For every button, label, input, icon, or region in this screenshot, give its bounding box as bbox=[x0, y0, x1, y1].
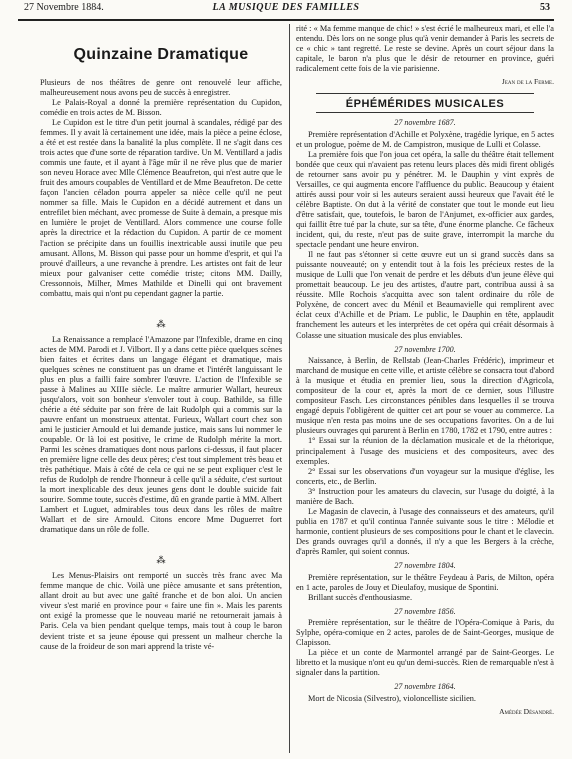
paragraph: Mort de Nicosia (Silvestro), violoncelliste sicilien. bbox=[308, 694, 476, 704]
page-number: 53 bbox=[540, 2, 550, 13]
header-date: 27 Novembre 1884. bbox=[24, 2, 104, 13]
entry-date: 27 novembre 1687. bbox=[394, 118, 456, 128]
right-column bbox=[296, 24, 554, 753]
author-signature: Jean de la Ferme. bbox=[501, 77, 554, 87]
section-separator: ⁂ bbox=[156, 318, 166, 329]
paragraph: Plusieurs de nos théâtres de genre ont renouvelé leur affiche, malheureusement nous avons peu de succès à enregistrer. bbox=[40, 78, 282, 98]
header-title: LA MUSIQUE DES FAMILLES bbox=[212, 2, 360, 13]
entry-date: 27 novembre 1856. bbox=[394, 606, 456, 616]
paragraph: 1° Essai sur la réunion de la déclamation musicale et de la rhétorique, principalement à l'usage des musiciens et des compositeurs, avec des exemples. bbox=[296, 436, 554, 466]
paragraph: La pièce et un conte de Marmontel arrangé par de Saint-Georges. Le libretto et la musique n'ont eu qu'un demi-succès. Rien de remarquable n'est à signaler dans la partition. bbox=[296, 648, 554, 678]
paragraph: La Renaissance a remplacé l'Amazone par l'Infexible, drame en cinq actes de MM. Parodi et J. Vilbort. Il y a dans cette pièce quelques scènes bien faites et écrites dans un langage élégant et dramatique, mais quelques scènes ne constituent pas un drame et l'intérêt languissant le plus en plus a failli faire sombrer l'œuvre. L'action de l'Infexible se passe à Malines au XIIIe siècle. Le maître armurier Wallart, heureux jusqu'alors, voit son bonheur s'envoler tout à coup. Bathilde, sa fille chérie a été séduite par son frère de lait Rudolph qui a commis sur la pauvre enfant un monstrueux attentat. Furieux, Wallart court chez son ami le justicier Arnould et lui demande justice, mais sans lui nommer le coupable. Or là loi est positive, le crime de Rudolph mérite la mort. Parmi les scènes dramatiques dont nous parlons ci-dessus, il faut placer en première ligne celle des deux pères; c'est tout simplement très beau et très pathétique. Mais à côté de cela ce qui ne se peut expliquer c'est le refus de Rudolph de rendre l'honneur à celle qu'il a séduite, c'est surtout la mort inexplicable des deux jeunes gens dont le double suicide fait sourire. Somme toute, succès d'estime, dû en grande partie à MM. Albert Lambert et Luguet, admirables tous deux dans les rôles de maître Wallart et de sire Arnould. Citons encore Mme Duguerret fort dramatique dans un rôle de folle. bbox=[40, 334, 282, 535]
article-heading: Quinzaine Dramatique bbox=[73, 46, 249, 63]
entry-date: 27 novembre 1864. bbox=[394, 682, 456, 692]
section-separator: ⁂ bbox=[156, 555, 166, 566]
paragraph: Première représentation, sur le théâtre de l'Opéra-Comique à Paris, du Sylphe, opéra-comique en 2 actes, paroles de de Saint-Georges, musique de Clapisson. bbox=[296, 618, 554, 648]
author-signature: Amédée Désandré. bbox=[499, 707, 554, 717]
section-rule bbox=[316, 112, 534, 113]
left-column bbox=[40, 24, 282, 753]
paragraph: Naissance, à Berlin, de Rellstab (Jean-Charles Frédéric), imprimeur et marchand de musique en cette ville, et artiste célèbre se consacra tout d'abord à la musique et étudia en premier lieu, sous la direction d'Agricola, compositeur de la cour et, après la mort de ce dernier, sous l'illustre compositeur Fasch. Les circonstances pénibles dans lesquelles il se trouva engagé depuis l'obligèrent de quitter cet art pour se vouer au commerce. La musique n'en resta pas moins une de ses occupations favorites. On a de lui plusieurs ouvrages qui parurent à Berlin en 1780, 1782 et 1790, entre autres : bbox=[296, 356, 554, 436]
column-divider bbox=[289, 24, 290, 753]
entry-date: 27 novembre 1804. bbox=[394, 560, 456, 570]
section-title: ÉPHÉMÉRIDES MUSICALES bbox=[345, 98, 505, 111]
paragraph: Les Menus-Plaisirs ont remporté un succès très franc avec Ma femme manque de chic. Voilà une pièce amusante et sans prétention, allant droit au but avec une gaîté franche et de bon aloi. Un ancien viveur s'est marié en province pour « faire une fin ». Mais les parents ont exigé la promesse que le nouveau marié ne retournerait jamais à Paris. Cela va bien pendant quelque temps, mais tout à coup le baron devient triste et sa jeune épouse qui pressent un malheur cherche la cause de la froideur de son mari apprend la triste vé- bbox=[40, 571, 282, 651]
running-header bbox=[0, 0, 572, 18]
paragraph: 3° Instruction pour les amateurs du clavecin, sur l'usage du doigté, à la manière de Bach. bbox=[296, 486, 554, 506]
paragraph: Première représentation d'Achille et Polyxène, tragédie lyrique, en 5 actes et un prologue, poème de M. de Campistron, musique de Lulli et Colasse. bbox=[296, 129, 554, 149]
paragraph: Il ne faut pas s'étonner si cette œuvre eut un si grand succès dans sa puissante nouveauté; on y entendit tout à la fois les précieux restes de la musique de Lulli que l'on venait de perdre et les débuts d'un jeune élève qui promettait beaucoup. Le jeu des artistes, d'autre part, contribua aussi à sa réussite. Mlle Rochois s'acquitta avec son talent ordinaire du rôle de Polyxène, de concert avec du Ménil et Beaumavielle qui remplirent avec éclat ceux d'Achille et de Priam. Le public, le Dauphin en tête, applaudit franchement les auteurs et les interprètes de cet opéra qui créait désormais à Colasse une situation musicale des plus enviables. bbox=[296, 250, 554, 340]
paragraph: Brillant succès d'enthousiasme. bbox=[308, 592, 413, 602]
paragraph: Le Cupidon est le titre d'un petit journal à scandales, rédigé par des femmes. Il y avait là certainement une idée, mais la pièce a peine éclose, a été et est restée dans la banalité la plus complète. Il ne s'agit dans ces trois actes que d'une sorte de réparation tardive. Un M. Ventillard a jadis commis une faute, et il ayant à l'âge mûr il ne rêve plus que de marier son neveu Horace avec Mlle Clémence Beaufreton, qui n'est autre que le fruit des amours coupables de Ventillard et de Mme Beaufreton. De cette façon l'ancien céladon pourra appeler sa nièce celle qu'il ne peut nommer sa fille. Mais le Cupidon en a décidé autrement et dans un entrefilet bien méchant, avec promesse de Suite à demain, a presque mis en lumière le projet de Ventillard. Alors commence une course folle après la directrice et la rédaction du Cupidon. A partir de ce moment l'action se précipite dans un fouillis inextricable aussi inutile que peu amusant. Allons, M. Bisson qui passe pour un homme d'esprit, et qui l'a prouvé d'ailleurs, a une revanche à prendre. Les artistes ont fait de leur mieux pour galvaniser cette comédie triste; citons MM. Dailly, Cressonnois, Milher, Mmes Mathilde et Dinelli qui ont bravement combattu, mais qui n'ont pu cependant gagner la partie. bbox=[40, 118, 282, 298]
header-rule bbox=[18, 19, 554, 21]
paragraph: Première représentation, sur le théâtre Feydeau à Paris, de Milton, opéra en 1 acte, paroles de Jouy et Dieulafoy, musique de Spontini. bbox=[296, 572, 554, 592]
paragraph: La première fois que l'on joua cet opéra, la salle du théâtre était tellement bondée que ceux qui n'avaient pas retenu leurs places dès midi firent obligés de retourner sans avoir pu y pénétrer. M. le Dauphin y vint exprès de Versailles, ce qui augmenta encore l'affluence du public. Beaucoup y étaient attirés aussi pour voir si les auteurs seraient aussi heureux que l'avait été le célèbre Baptiste. On dut à la vérité de constater que tout le monde eut lieu d'être satisfait, que, toutefois, le baron de l'Anjumet, ex-officier aux gardes, qui faillit être tué par la chute, sur sa tête, d'une énorme planche. Ce fâcheux incident, qui, du reste, n'eut pas de suite grave, interrompit la marche du spectacle pendant une heure environ. bbox=[296, 149, 554, 250]
entry-date: 27 novembre 1700. bbox=[394, 344, 456, 354]
paragraph: rité : « Ma femme manque de chic! » s'est écrié le malheureux mari, et elle l'a entendu. Dès lors on ne songe plus qu'à venir demander à Paris les secrets de ce « chic » tant regretté. Le reste se devine. Après un court séjour dans la capitale, le baron n'a plus que le désir de retourner en province, guéri radicalement cette fois de la vie parisienne. bbox=[296, 24, 554, 74]
paragraph: 2° Essai sur les observations d'un voyageur sur la musique d'église, les concerts, etc., de Berlin. bbox=[296, 466, 554, 486]
paragraph: Le Magasin de clavecin, à l'usage des connaisseurs et des amateurs, qu'il publia en 1787 et qu'il continua l'année suivante sous le titre : Mélodie et harmonie, contient plusieurs de ses compositions pour le chant et le clavecin. Des grands ouvrages qu'il a donnés, il n'y a que les Bergers à la crèche, d'après Ramler, qui soient connus. bbox=[296, 506, 554, 556]
section-rule bbox=[316, 93, 534, 94]
paragraph: Le Palais-Royal a donné la première représentation du Cupidon, comédie en trois actes de M. Bisson. bbox=[40, 98, 282, 118]
